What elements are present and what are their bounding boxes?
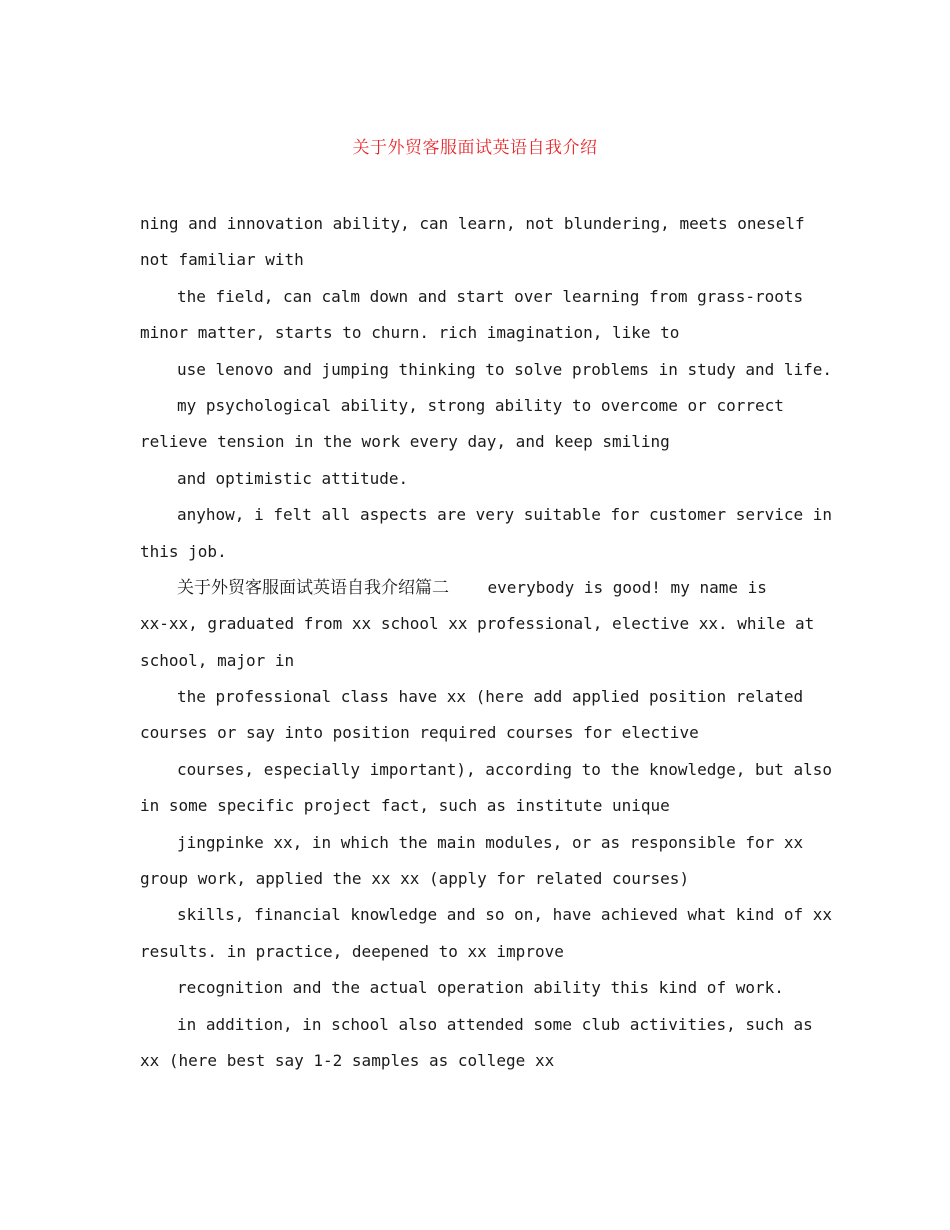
text-line: in some specific project fact, such as institute unique: [140, 796, 670, 816]
text-line: ning and innovation ability, can learn, not blundering, meets oneself: [140, 214, 805, 233]
text-line: results. in practice, deepened to xx improve: [140, 941, 564, 961]
text-line-with-heading: 关于外贸客服面试英语自我介绍篇二 everybody is good! my name is: [177, 577, 767, 598]
text-line: my psychological ability, strong ability to overcome or correct: [177, 395, 784, 415]
text-line: and optimistic attitude.: [177, 468, 409, 488]
text-line: the field, can calm down and start over learning from grass-roots: [177, 286, 804, 306]
text-line: recognition and the actual operation ability this kind of work.: [177, 978, 784, 998]
text-line: this job.: [140, 541, 227, 561]
text-line: use lenovo and jumping thinking to solve problems in study and life.: [177, 359, 833, 379]
document-title: 关于外贸客服面试英语自我介绍: [352, 138, 598, 158]
text-line: group work, applied the xx xx (apply for related courses): [140, 869, 690, 889]
text-line: in addition, in school also attended some club activities, such as: [177, 1014, 813, 1034]
text-line: jingpinke xx, in which the main modules, or as responsible for xx: [177, 832, 804, 852]
section-heading: 关于外贸客服面试英语自我介绍篇二: [177, 577, 449, 598]
text-line: relieve tension in the work every day, and keep smiling: [140, 432, 670, 452]
text-line: xx (here best say 1-2 samples as college xx: [140, 1050, 555, 1070]
text-line: school, major in: [140, 650, 295, 670]
text-line: the professional class have xx (here add applied position related: [177, 687, 804, 707]
text-line: xx-xx, graduated from xx school xx professional, elective xx. while at: [140, 614, 815, 634]
text-line: anyhow, i felt all aspects are very suitable for customer service in: [177, 505, 833, 525]
text-line: courses, especially important), according to the knowledge, but also: [177, 759, 833, 779]
text-line: not familiar with: [140, 250, 304, 270]
text-line: minor matter, starts to churn. rich imagination, like to: [140, 323, 680, 343]
text-line: courses or say into position required courses for elective: [140, 723, 699, 743]
text-line: skills, financial knowledge and so on, have achieved what kind of xx: [177, 905, 833, 925]
document-body: [140, 206, 833, 1079]
